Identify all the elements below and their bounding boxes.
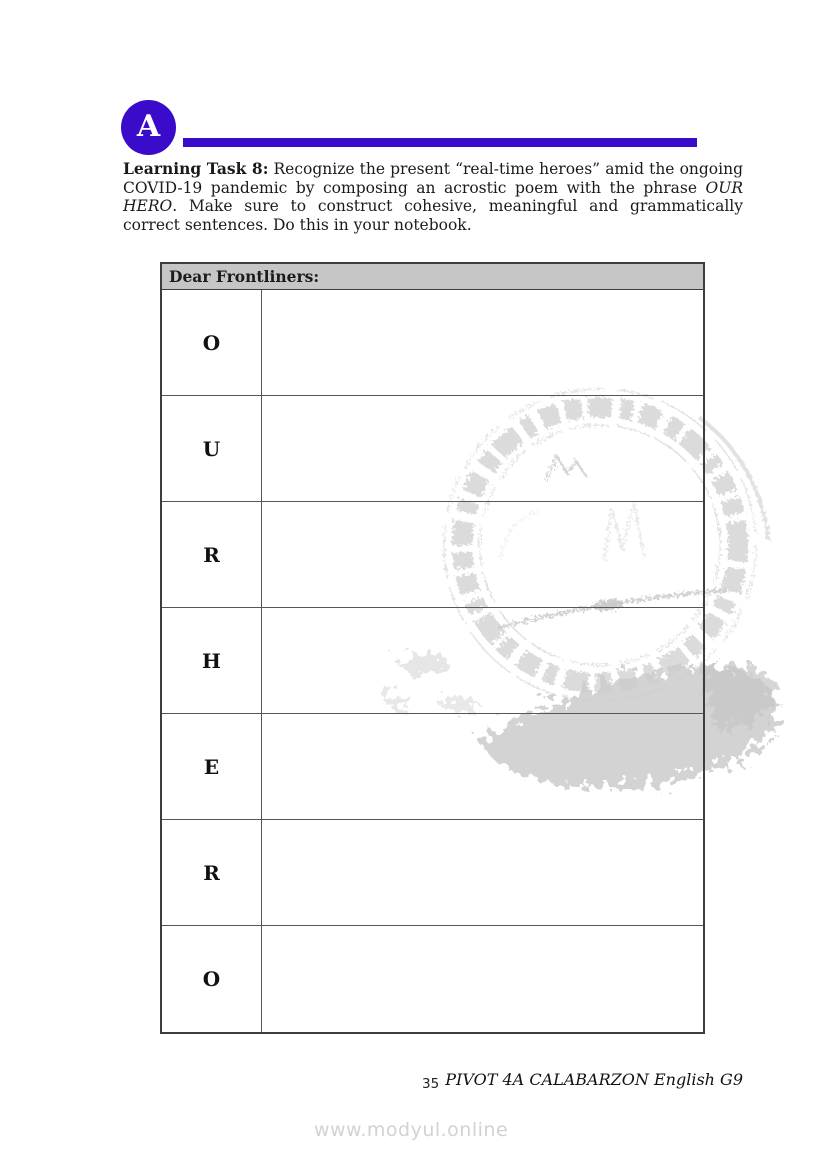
acrostic-row — [162, 502, 703, 608]
acrostic-letter-cell: H — [162, 608, 262, 713]
task-text-after: . Make sure to construct cohesive, meaningful and grammatically correct sentences. Do this in your notebook. — [123, 197, 743, 235]
header-divider-line — [183, 138, 697, 147]
task-instructions — [123, 160, 743, 235]
answer-cell — [262, 290, 703, 395]
acrostic-letter-cell: E — [162, 714, 262, 819]
answer-cell — [262, 502, 703, 607]
module-title: PIVOT 4A CALABARZON English G9 — [445, 1070, 743, 1089]
acrostic-row — [162, 290, 703, 396]
acrostic-row — [162, 396, 703, 502]
acrostic-row — [162, 608, 703, 714]
answer-cell — [262, 396, 703, 501]
acrostic-letter-cell: R — [162, 502, 262, 607]
site-url-watermark: www.modyul.online — [313, 1119, 509, 1141]
answer-cell — [262, 608, 703, 713]
acrostic-row — [162, 926, 703, 1032]
task-label: Learning Task 8: — [123, 159, 269, 178]
acrostic-letter-cell: U — [162, 396, 262, 501]
acrostic-letter-cell: O — [162, 290, 262, 395]
table-header: Dear Frontliners: — [162, 264, 703, 290]
answer-cell — [262, 926, 703, 1032]
page-number: 35 — [422, 1076, 440, 1092]
task-italic-phrase: OUR HERO — [123, 178, 743, 216]
acrostic-row — [162, 714, 703, 820]
section-a-badge — [121, 100, 176, 155]
acrostic-table — [160, 262, 705, 1034]
acrostic-letter-cell: O — [162, 926, 262, 1032]
answer-cell — [262, 714, 703, 819]
acrostic-row — [162, 820, 703, 926]
answer-cell — [262, 820, 703, 925]
acrostic-letter-cell: R — [162, 820, 262, 925]
task-text-before: Recognize the present “real-time heroes” amid the ongoing COVID-19 pandemic by composing an acrostic poem with the phrase — [123, 160, 744, 197]
section-a-badge-letter: A — [136, 108, 161, 144]
